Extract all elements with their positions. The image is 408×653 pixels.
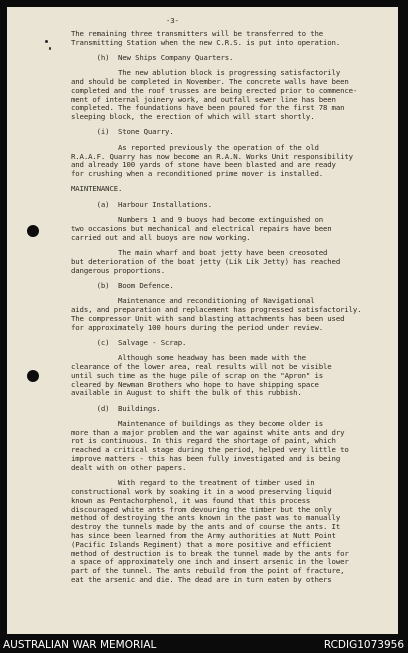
- text-line: dangerous proportions.: [71, 265, 165, 275]
- text-line: two occasions but mechanical and electrical repairs have been: [71, 223, 332, 233]
- text-line: discouraged white ants from devouring the timber but the only: [71, 504, 332, 514]
- text-line: part of the tunnel. The ants rebuild from the point of fracture,: [71, 566, 345, 576]
- text-line: method of destroying the ants known in the past was to manually: [71, 513, 341, 523]
- text-line: for crushing when a reconditioned prime mover is installed.: [71, 169, 324, 179]
- archive-name: AUSTRALIAN WAR MEMORIAL: [3, 639, 157, 651]
- text-line: As reported previously the operation of the old: [71, 142, 319, 152]
- text-line: and already 100 yards of stone have been blasted and are ready: [71, 160, 336, 170]
- text-line: (d) Buildings.: [71, 403, 161, 413]
- text-line: completed. The foundations have been poured for the first 78 man: [71, 103, 345, 113]
- ink-speck: [45, 40, 48, 43]
- text-line: Although some headway has been made with the: [71, 353, 306, 363]
- text-line: for approximately 100 hours during the period under review.: [71, 322, 324, 332]
- text-line: method of destruction is to break the tunnel made by the ants for: [71, 548, 349, 558]
- text-line: rot is continuous. In this regard the shortage of paint, which: [71, 436, 336, 446]
- text-line: but deterioration of the boat jetty (Lik Lik Jetty) has reached: [71, 256, 341, 266]
- text-line: known as Pentachorphenol, it was found that this process: [71, 495, 311, 505]
- text-line: Maintenance and reconditioning of Navigational: [71, 296, 315, 306]
- text-line: aids, and preparation and replacement has progressed satisfactorily.: [71, 304, 362, 314]
- text-line: eat the arsenic and die. The dead are in turn eaten by others: [71, 574, 332, 584]
- text-line: until such time as the huge pile of scrap on the "Apron" is: [71, 370, 324, 380]
- text-line: With regard to the treatment of timber used in: [71, 478, 315, 488]
- text-line: (Pacific Islands Regiment) that a more positive and efficient: [71, 539, 332, 549]
- document-page: [7, 7, 398, 634]
- ink-speck: [49, 47, 51, 50]
- text-line: a space of approximately one inch and insert arsenic in the lower: [71, 557, 349, 567]
- text-line: MAINTENANCE.: [71, 184, 123, 194]
- record-id: RCDIG1073956: [323, 639, 404, 651]
- text-line: completed and the roof trusses are being erected prior to commence-: [71, 85, 358, 95]
- text-line: The remaining three transmitters will be transferred to the: [71, 28, 324, 38]
- text-line: Maintenance of buildings as they become older is: [71, 418, 324, 428]
- text-line: Numbers 1 and 9 buoys had become extinguished on: [71, 215, 324, 225]
- punch-hole: [27, 370, 39, 382]
- text-line: improve matters - this has been fully investigated and is being: [71, 454, 341, 464]
- text-line: has since been learned from the Army authorities at Nutt Point: [71, 530, 336, 540]
- text-line: and should be completed in November. The concrete walls have been: [71, 76, 349, 86]
- text-line: destroy the tunnels made by the ants and of course the ants. It: [71, 522, 341, 532]
- text-line: carried out and all buoys are now working.: [71, 232, 251, 242]
- text-line: (b) Boom Defence.: [71, 280, 174, 290]
- text-line: reached a critical stage during the period, helped very little to: [71, 445, 349, 455]
- text-line: clearance of the lower area, real results will not be visible: [71, 361, 332, 371]
- archive-footer: [0, 637, 408, 653]
- page-number: -3-: [166, 16, 179, 25]
- punch-hole: [27, 225, 39, 237]
- text-line: cleared by Newman Brothers who hope to have shipping space: [71, 379, 319, 389]
- text-line: R.A.A.F. Quarry has now become an R.A.N. Works Unit responsibility: [71, 151, 353, 161]
- text-line: The compressor Unit with sand blasting attachments has been used: [71, 313, 345, 323]
- text-line: dealt with on other papers.: [71, 462, 187, 472]
- typed-text-body: [71, 17, 396, 585]
- text-line: (a) Harbour Installations.: [71, 199, 212, 209]
- text-line: sleeping block, the erection of which will start shortly.: [71, 112, 315, 122]
- text-line: more than a major problem and the war against white ants and dry: [71, 427, 345, 437]
- text-line: (h) New Ships Company Quarters.: [71, 52, 234, 62]
- text-line: ment of internal joinery work, and outfall sewer line has been: [71, 94, 336, 104]
- text-line: Transmitting Station when the new C.R.S. is put into operation.: [71, 37, 341, 47]
- text-line: constructional work by soaking it in a wood preserving liquid: [71, 486, 332, 496]
- text-line: available in August to shift the bulk of this rubbish.: [71, 388, 302, 398]
- text-line: (c) Salvage - Scrap.: [71, 337, 187, 347]
- text-line: (i) Stone Quarry.: [71, 127, 174, 137]
- text-line: The new ablution block is progressing satisfactorily: [71, 68, 341, 78]
- text-line: The main wharf and boat jetty have been creosoted: [71, 247, 328, 257]
